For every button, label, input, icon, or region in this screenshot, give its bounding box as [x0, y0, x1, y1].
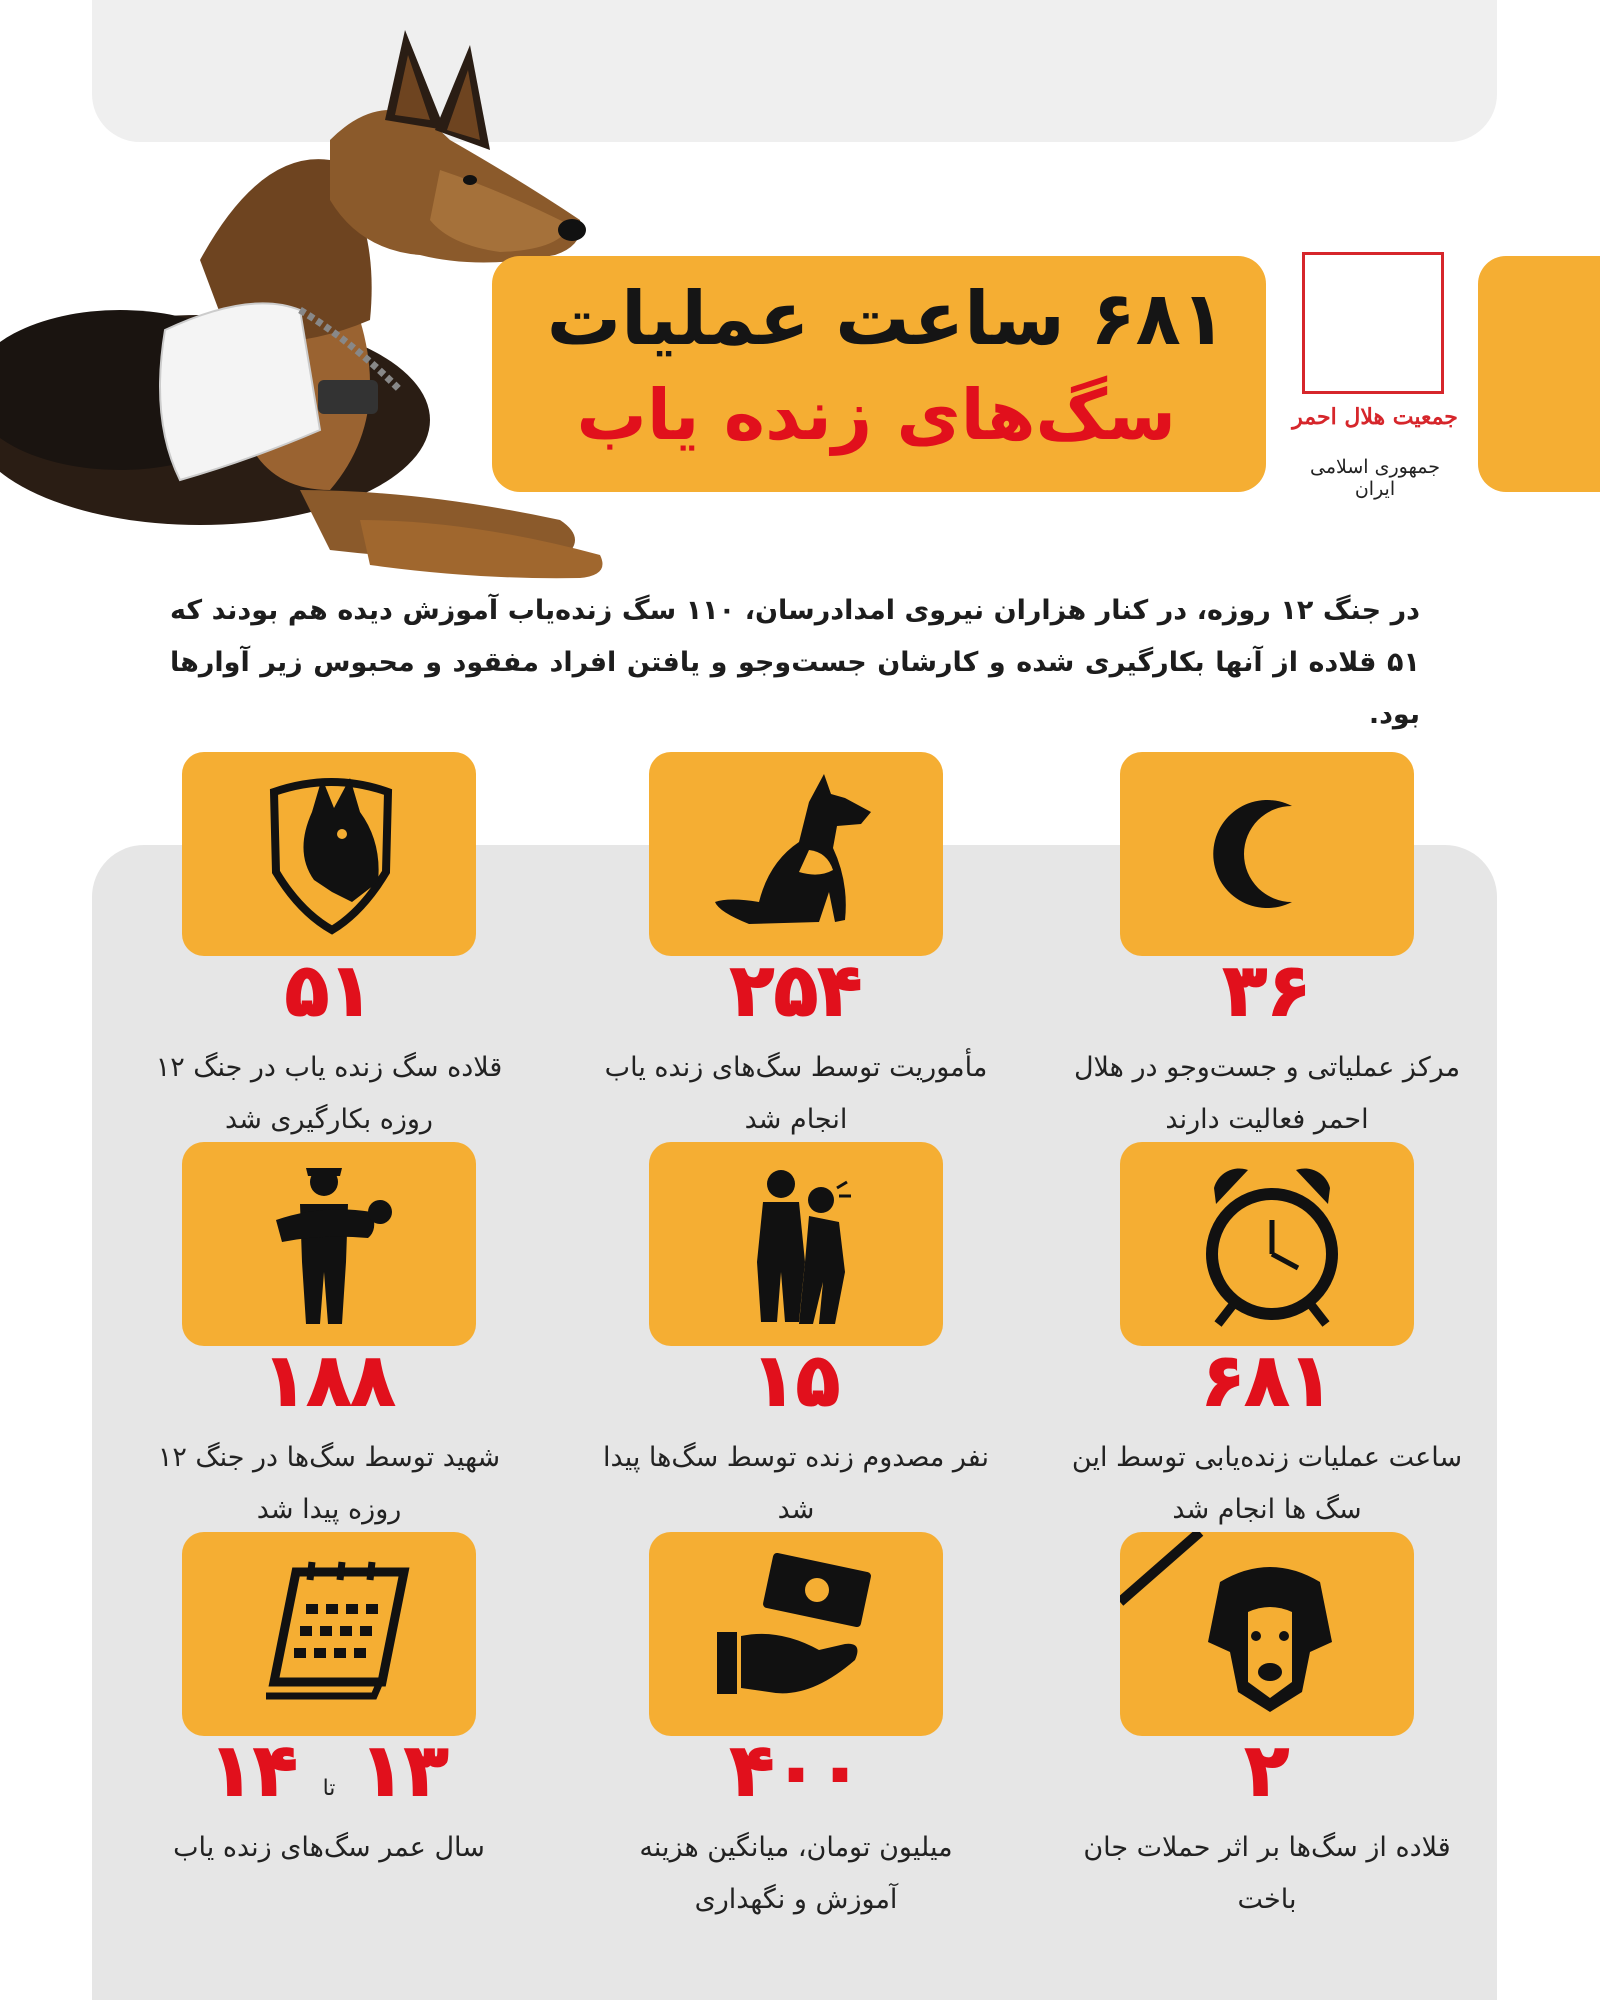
stat-missions: [539, 752, 988, 1135]
intro-text: در جنگ ۱۲ روزه، در کنار هزاران نیروی امدادرسان، ۱۱۰ سگ زنده‌یاب آموزش دیده هم بودند که ۵۱ قلاده از آنها بکارگیری شده و کارشان جست‌وجو و یافتن افراد مفقود و محبوس زیر آوارها بود.: [170, 595, 1421, 730]
stat-icon-box: [649, 1142, 943, 1346]
stat-caption: قلاده از سگ‌ها بر اثر حملات جان باخت: [1083, 1832, 1451, 1915]
stat-number: ۶۸۱: [1201, 1338, 1333, 1422]
stat-icon-box: [182, 1142, 476, 1346]
red-crescent-logo: [1302, 252, 1444, 394]
stat-icon-box: [1120, 1532, 1414, 1736]
right-accent-block: [1478, 256, 1600, 492]
range-separator: تا: [322, 1776, 336, 1801]
stat-operation-hours: [1010, 1142, 1463, 1525]
stat-caption: شهید توسط سگ‌ها در جنگ ۱۲ روزه پیدا شد: [157, 1442, 501, 1525]
range-from: ۱۳: [360, 1728, 449, 1812]
hand-money-icon: [649, 1532, 943, 1736]
stat-caption: نفر مصدوم زنده توسط سگ‌ها پیدا شد: [603, 1442, 989, 1525]
stat-caption: سال عمر سگ‌های زنده یاب: [173, 1832, 485, 1863]
stat-caption: مرکز عملیاتی و جست‌وجو در هلال احمر فعالیت دارند: [1073, 1052, 1461, 1135]
red-crescent-icon: [1305, 255, 1441, 391]
stat-number-range: [72, 1728, 586, 1812]
stat-caption: میلیون تومان، میانگین هزینه آموزش و نگهداری: [639, 1832, 953, 1915]
stat-caption: مأموریت توسط سگ‌های زنده یاب انجام شد: [604, 1052, 988, 1135]
dog-face-mourning-icon: [1120, 1532, 1414, 1736]
stat-operation-centers: [1010, 752, 1461, 1135]
stat-number: ۲: [1245, 1728, 1289, 1812]
stat-deployed-dogs: [72, 752, 512, 1135]
stat-caption: قلاده سگ زنده یاب در جنگ ۱۲ روزه بکارگیری شد: [155, 1052, 503, 1135]
rescuer-carrying-icon: [182, 1142, 476, 1346]
logo-name: جمعیت هلال احمر: [1292, 404, 1458, 430]
stat-icon-box: [1120, 1142, 1414, 1346]
stat-number: ۵۱: [285, 948, 373, 1032]
stat-martyrs-found: [72, 1142, 512, 1525]
stat-icon-box: [649, 752, 943, 956]
stat-injured-found: [539, 1142, 989, 1525]
stat-number: ۴۰۰: [730, 1728, 862, 1812]
stat-dogs-lost: [1010, 1532, 1451, 1915]
range-to: ۱۴: [209, 1728, 298, 1812]
stat-icon-box: [649, 1532, 943, 1736]
stat-number: ۲۵۴: [730, 948, 862, 1032]
stat-icon-box: [182, 1532, 476, 1736]
stat-number: ۱۸۸: [263, 1338, 395, 1422]
title-banner: [492, 256, 1266, 492]
stat-icon-box: [1120, 752, 1414, 956]
crescent-icon: [1120, 752, 1414, 956]
stat-caption: ساعت عملیات زنده‌یابی توسط این سگ ها انجام شد: [1071, 1442, 1463, 1525]
sitting-dog-icon: [649, 752, 943, 956]
page-title: ۶۸۱ ساعت عملیات: [546, 276, 1226, 362]
stat-training-cost: [539, 1532, 979, 1915]
rescuer-helping-icon: [649, 1142, 943, 1346]
dog-shield-icon: [182, 752, 476, 956]
stat-lifespan: [72, 1532, 512, 1912]
page-subtitle: سگ‌های زنده یاب: [576, 374, 1176, 456]
stat-icon-box: [182, 752, 476, 956]
stat-number: ۳۶: [1223, 948, 1311, 1032]
stat-number: ۱۵: [752, 1338, 840, 1422]
calendar-icon: [182, 1532, 476, 1736]
logo-subtitle: جمهوری اسلامی ایران: [1310, 456, 1440, 500]
alarm-clock-icon: [1120, 1142, 1414, 1346]
